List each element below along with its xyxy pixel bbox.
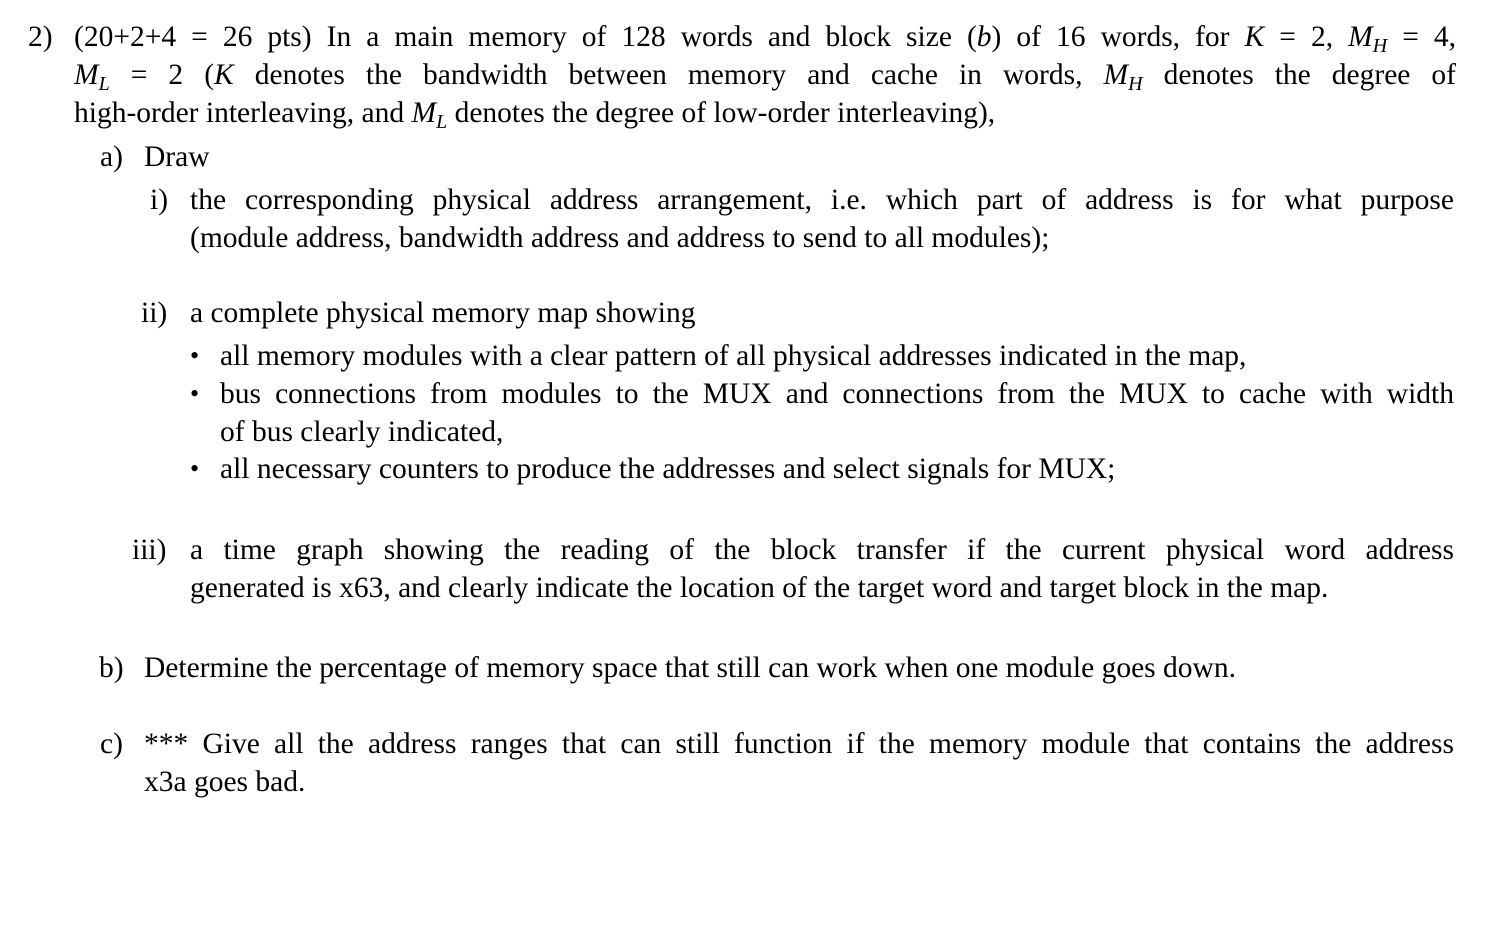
part-a-iii-text: a time graph showing the reading of the block transfer if the current physical word address generated is x63, and clearly indicate the location of the target word and target block in the map. <box>190 534 1454 604</box>
question-number: 2) <box>28 21 53 53</box>
list-item: all memory modules with a clear pattern of all physical addresses indicated in the map, <box>220 340 1247 372</box>
bullet-icon: • <box>190 341 200 370</box>
stem-line-2: $M_L = 2$ (K denotes the bandwidth between memory and cache in words, $M_H$ denotes the degree of <box>74 59 1456 95</box>
bullet-icon: • <box>190 454 200 483</box>
part-a-i-label: i) <box>150 184 169 216</box>
part-c-label: c) <box>100 728 123 760</box>
list-item: bus connections from modules to the MUX and connections from the MUX to cache with width of bus clearly indicated, <box>220 378 1454 448</box>
part-c-text: *** Give all the address ranges that can still function if the memory module that contains the address x3a goes bad. <box>144 728 1454 798</box>
part-a-ii-text: a complete physical memory map showing <box>190 297 696 329</box>
question-2 <box>28 18 1456 132</box>
part-a-text: Draw <box>144 141 210 173</box>
list-item: all necessary counters to produce the addresses and select signals for MUX; <box>220 453 1116 485</box>
part-a-iii-label: iii) <box>132 534 167 566</box>
stem-line-1: (20+2+4 = 26 pts) In a main memory of 128 words and block size (b) of 16 words, for K = 2, $M_H = 4$, <box>74 21 1457 57</box>
part-a-label: a) <box>100 141 123 173</box>
part-b-text: Determine the percentage of memory space that still can work when one module goes down. <box>144 652 1236 684</box>
part-a-i-text: the corresponding physical address arrangement, i.e. which part of address is for what purpose (module address, bandwidth address and address to send to all modules); <box>190 184 1454 254</box>
stem-line-3: high-order interleaving, and $M_L$ denotes the degree of low-order interleaving), <box>74 97 996 133</box>
question-stem <box>74 18 1456 132</box>
part-a-ii-label: ii) <box>141 297 168 329</box>
bullet-icon: • <box>190 379 200 408</box>
part-b-label: b) <box>99 652 124 684</box>
